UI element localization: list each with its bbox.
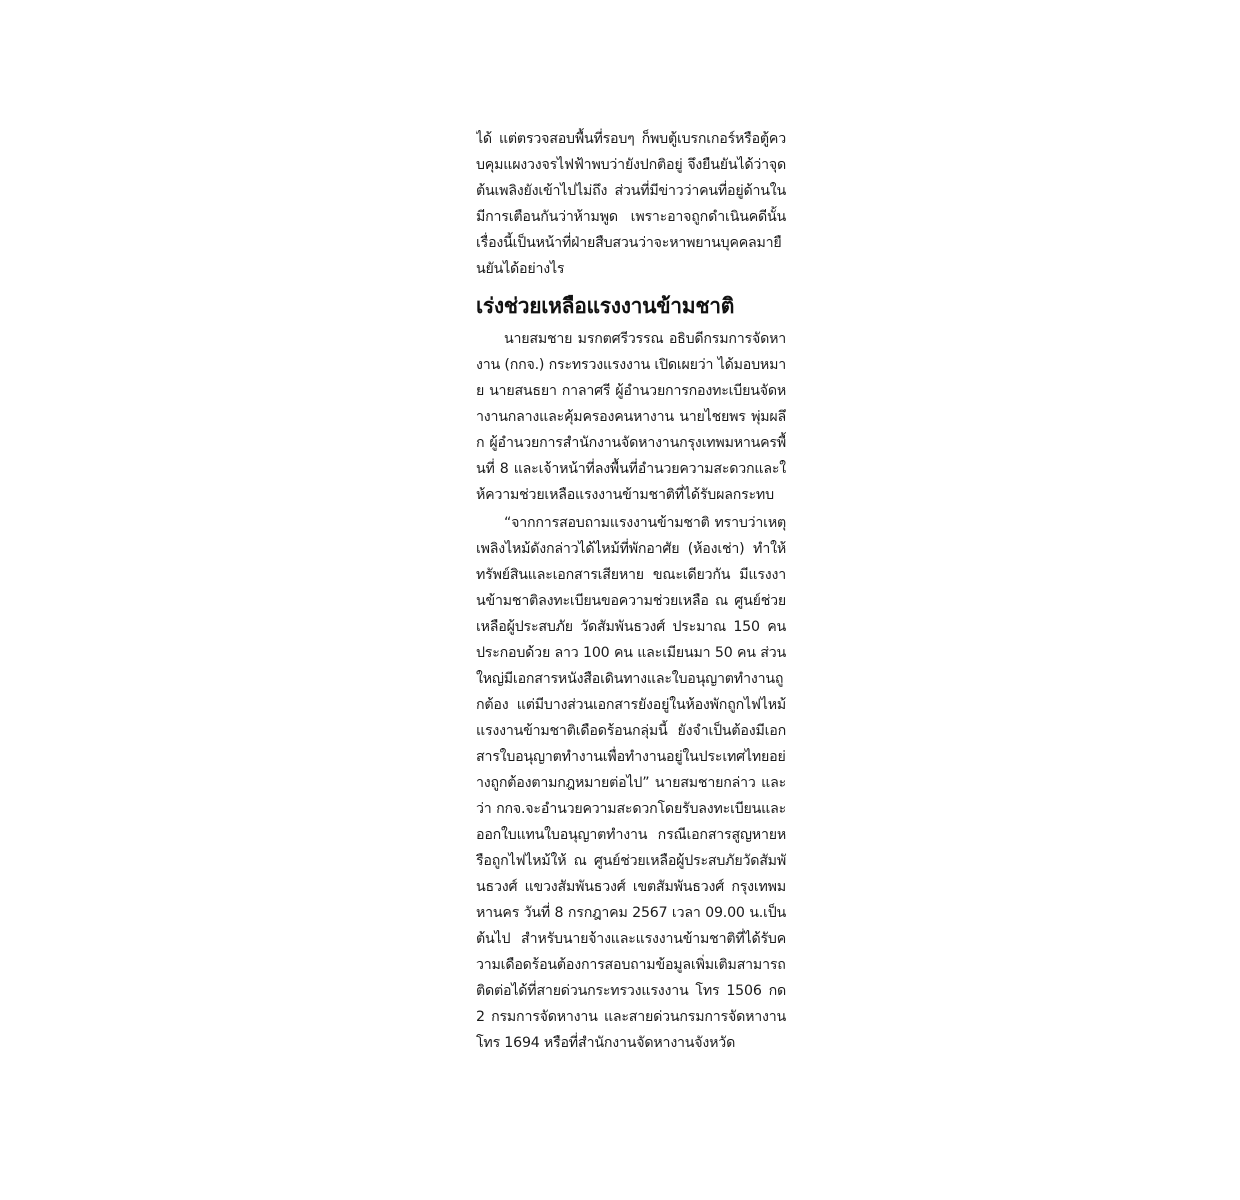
article-subheading: เร่งช่วยเหลือแรงงานข้ามชาติ: [476, 294, 735, 318]
article-column: [476, 126, 786, 1200]
article-paragraph: นายสมชาย มรกตศรีวรรณ อธิบดีกรมการจัดหางาน (กกจ.) กระทรวงแรงงาน เปิดเผยว่า ได้มอบหมาย นายสนธยา กาลาศรี ผู้อำนวยการกองทะเบียนจัดหางานกลางและคุ้มครองคนหางาน นายไชยพร พุ่มผลึก ผู้อำนวยการสำนักงานจัดหางานกรุงเทพมหานครพื้นที่ 8 และเจ้าหน้าที่ลงพื้นที่อำนวยความสะดวกและให้ความช่วยเหลือแรงงานข้ามชาติที่ได้รับผลกระทบ: [476, 331, 786, 503]
article-paragraph-quote: “จากการสอบถามแรงงานข้ามชาติ ทราบว่าเหตุเพลิงไหม้ดังกล่าวได้ไหม้ที่พักอาศัย (ห้องเช่า) ทำให้ทรัพย์สินและเอกสารเสียหาย ขณะเดียวกัน มีแรงงานข้ามชาติลงทะเบียนขอความช่วยเหลือ ณ ศูนย์ช่วยเหลือผู้ประสบภัย วัดสัมพันธวงศ์ ประมาณ 150 คน ประกอบด้วย ลาว 100 คน และเมียนมา 50 คน ส่วนใหญ่มีเอกสารหนังสือเดินทางและใบอนุญาตทำงานถูกต้อง แต่มีบางส่วนเอกสารยังอยู่ในห้องพักถูกไฟไหม้ แรงงานข้ามชาติเดือดร้อนกลุ่มนี้ ยังจำเป็นต้องมีเอกสารใบอนุญาตทำงานเพื่อทำงานอยู่ในประเทศไทยอย่างถูกต้องตามกฎหมายต่อไป” นายสมชายกล่าว และว่า กกจ.จะอำนวยความสะดวกโดยรับลงทะเบียนและออกใบแทนใบอนุญาตทำงาน กรณีเอกสารสูญหายหรือถูกไฟไหม้ให้ ณ ศูนย์ช่วยเหลือผู้ประสบภัยวัดสัมพันธวงศ์ แขวงสัมพันธวงศ์ เขตสัมพันธวงศ์ กรุงเทพมหานคร วันที่ 8 กรกฎาคม 2567 เวลา 09.00 น.เป็นต้นไป สำหรับนายจ้างและแรงงานข้ามชาติที่ได้รับความเดือดร้อนต้องการสอบถามข้อมูลเพิ่มเติมสามารถติดต่อได้ที่สายด่วนกระทรวงแรงงาน โทร 1506 กด 2 กรมการจัดหางาน และสายด่วนกรมการจัดหางาน โทร 1694 หรือที่สำนักงานจัดหางานจังหวัด: [476, 515, 786, 1051]
article-paragraph-intro: ได้ แต่ตรวจสอบพื้นที่รอบๆ ก็พบตู้เบรกเกอร์หรือตู้ควบคุมแผงวงจรไฟฟ้าพบว่ายังปกติอยู่ จึงยืนยันได้ว่าจุดต้นเพลิงยังเข้าไปไม่ถึง ส่วนที่มีข่าวว่าคนที่อยู่ด้านในมีการเตือนกันว่าห้ามพูด เพราะอาจถูกดำเนินคดีนั้น เรื่องนี้เป็นหน้าที่ฝ่ายสืบสวนว่าจะหาพยานบุคคลมายืนยันได้อย่างไร: [476, 131, 786, 277]
